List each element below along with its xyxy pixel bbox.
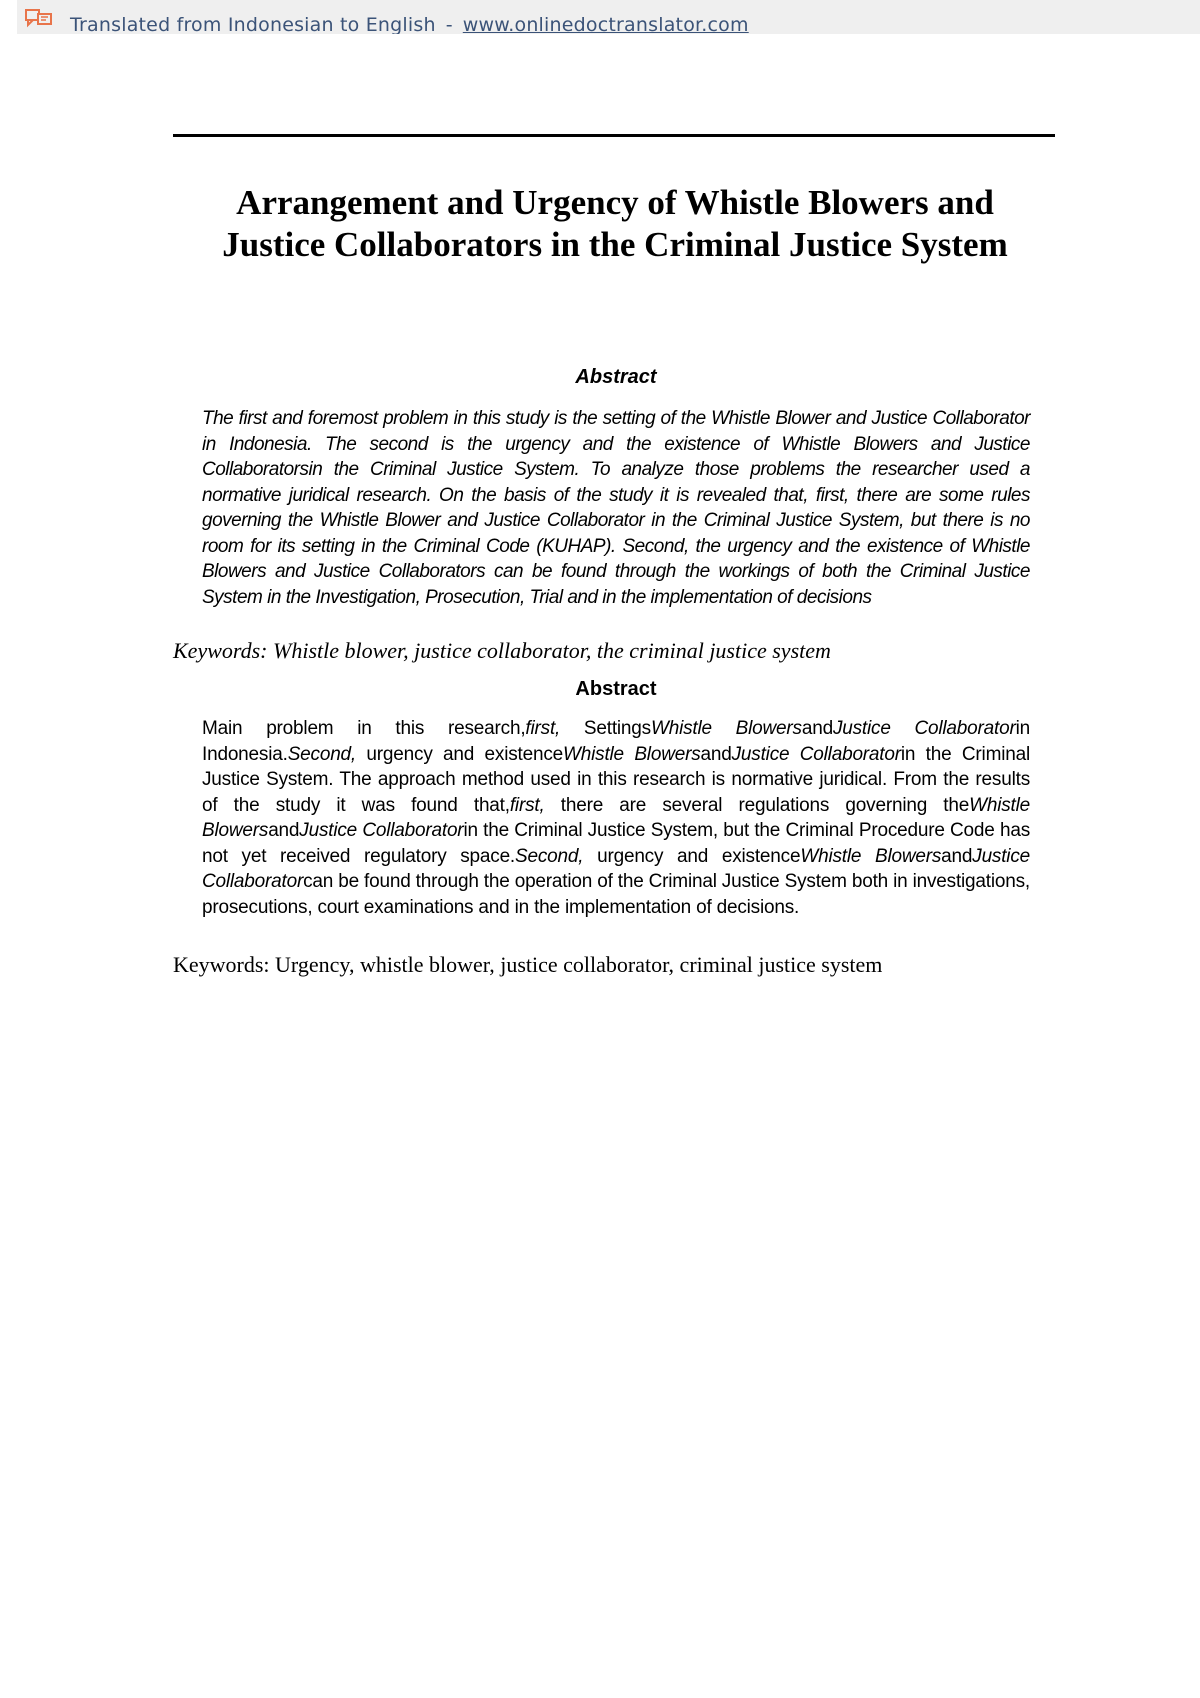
- abstract-italic-term: Justice Collaborator: [832, 718, 1016, 739]
- abstract-text-run: can be found through the operation of the Criminal Justice System both in investigations, prosecutions, court examinations and in the implementation of decisions.: [202, 871, 1030, 918]
- banner-label: Translated from Indonesian to English: [70, 14, 436, 34]
- abstract-text-run: in the Criminal Justice System, but the Criminal Procedure Code has not yet received regulatory space.: [202, 820, 1030, 867]
- banner-link[interactable]: www.onlinedoctranslator.com: [462, 14, 749, 34]
- abstract-italic-term: Justice Collaborator: [299, 820, 464, 841]
- abstract-italic-term: Whistle Blowers: [563, 743, 701, 765]
- translation-banner: [17, 0, 1200, 34]
- abstract-italic-term: Second,: [287, 743, 357, 765]
- abstract-text-run: in the Criminal Justice System. The approach method used in this research is normative juridical. From the results of the study it was found that,: [202, 743, 1030, 816]
- abstract-italic-term: first,: [509, 794, 545, 816]
- abstract-italic-term: Second,: [515, 845, 584, 867]
- abstract-text-run: and: [801, 718, 833, 739]
- abstract-body-english: The first and foremost problem in this study is the setting of the Whistle Blower and Justice Collaborator in Indonesia. The second is the urgency and the existence of Whistle Blowers and Justice Collaboratorsin the Criminal Justice System. To analyze those problems the researcher used a normative juridical research. On the basis of the study it is revealed that, first, there are some rules governing the Whistle Blower and Justice Collaborator in the Criminal Justice System, but there is no room for its setting in the Criminal Code (KUHAP). Second, the urgency and the existence of Whistle Blowers and Justice Collaborators can be found through the workings of both the Criminal Justice System in the Investigation, Prosecution, Trial and in the implementation of decisions: [202, 408, 1030, 608]
- abstract-italic-term: Justice Collaborator: [731, 743, 901, 765]
- abstract-text-run: urgency and existence: [356, 743, 564, 765]
- abstract-text-run: Main problem in this research,: [202, 718, 526, 739]
- abstract-text-run: in Indonesia.: [202, 718, 1030, 765]
- abstract-text-run: and: [268, 820, 300, 841]
- abstract-heading-english: Abstract: [575, 366, 657, 388]
- abstract-text-run: there are several regulations governing the: [544, 794, 970, 816]
- abstract-text-run: urgency and existence: [583, 845, 801, 867]
- abstract-italic-term: Whistle Blowers: [800, 845, 942, 867]
- banner-text: [70, 14, 749, 34]
- abstract-italic-term: first,: [525, 718, 561, 739]
- keywords-translated: Keywords: Urgency, whistle blower, justice collaborator, criminal justice system: [173, 952, 883, 977]
- abstract-italic-term: Whistle Blowers: [650, 718, 802, 739]
- abstract-italic-term: Whistle Blowers: [202, 794, 1031, 841]
- paper-title: Arrangement and Urgency of Whistle Blowers and Justice Collaborators in the Criminal Justice System: [222, 183, 1008, 264]
- abstract-body-translated: [202, 716, 1030, 920]
- header-rule: [173, 134, 1055, 137]
- translate-icon: [25, 8, 53, 28]
- abstract-italic-term: Justice Collaborator: [202, 845, 1030, 892]
- abstract-text-run: Settings: [560, 718, 651, 739]
- abstract-text-run: and: [700, 743, 732, 765]
- abstract-heading-translated: Abstract: [575, 678, 657, 700]
- keywords-english: Keywords: Whistle blower, justice collaborator, the criminal justice system: [173, 638, 831, 663]
- abstract-text-run: and: [941, 845, 973, 867]
- banner-separator: -: [445, 14, 453, 34]
